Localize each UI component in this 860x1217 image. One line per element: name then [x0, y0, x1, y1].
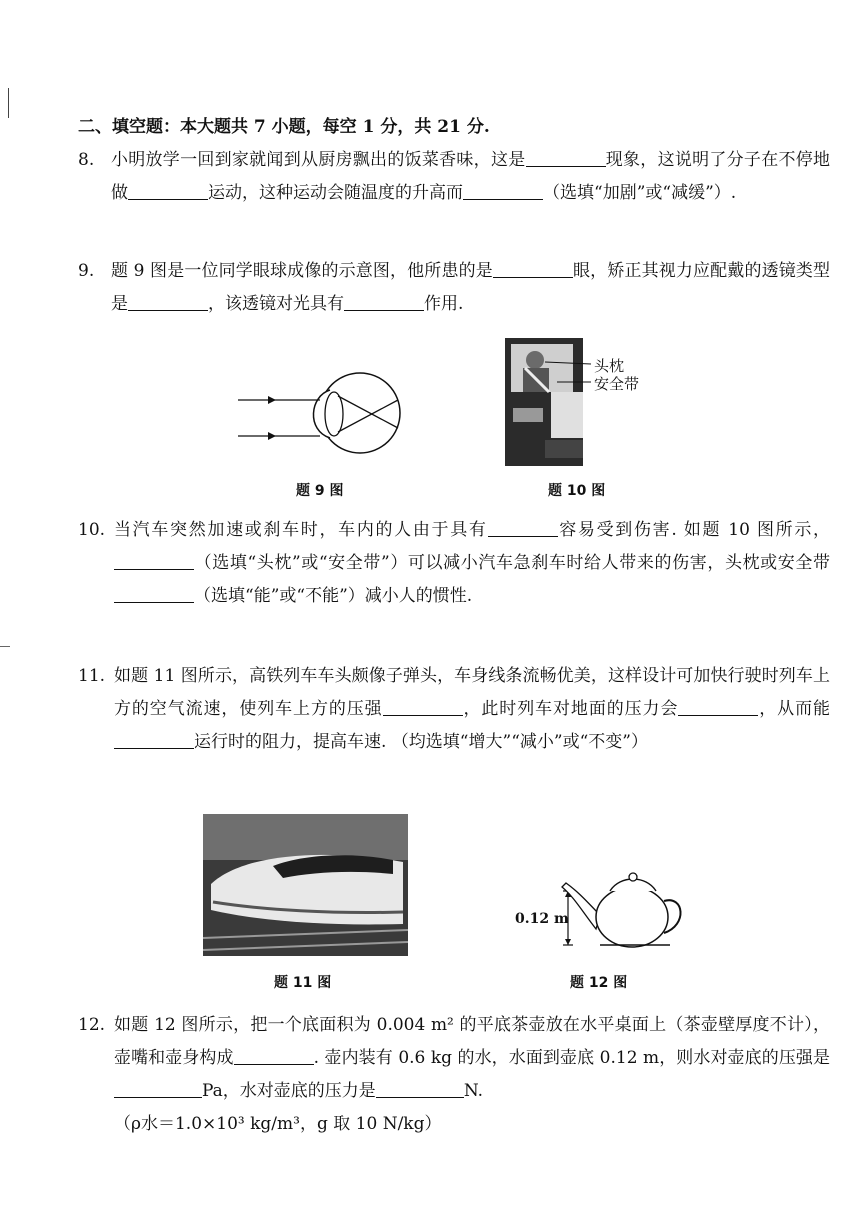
answer-blank[interactable]	[114, 584, 194, 603]
high-speed-train-photo	[203, 814, 408, 956]
question-text: （选填“加剧”或“减缓”）.	[543, 183, 737, 203]
question-text: 现象，这说明了分子在不停地做	[111, 150, 831, 203]
teapot-height-label: 0.12 m	[515, 911, 569, 927]
question-10	[78, 514, 830, 613]
eye-diagram	[238, 368, 408, 458]
question-9	[78, 255, 830, 321]
question-text: 当汽车突然加速或刹车时，车内的人由于具有	[114, 520, 488, 540]
question-8	[78, 144, 830, 210]
question-number: 9.	[78, 261, 95, 281]
section-title: 二、填空题：本大题共 7 小题，每空 1 分，共 21 分.	[78, 117, 490, 137]
question-number: 11.	[78, 666, 106, 686]
scan-edge-mark	[0, 646, 10, 647]
question-text: 如题 11 图所示，高铁列车车头颇像子弹头，车身线条流畅优美，这样设计可加快行驶时列车上方的空气流速，使列车上方的压强	[114, 666, 830, 719]
question-text: （ρ水＝1.0×10³ kg/m³，g 取 10 N/kg）	[114, 1114, 442, 1134]
question-text: （选填“能”或“不能”）减小人的惯性.	[194, 586, 473, 606]
question-text: 容易受到伤害. 如题 10 图所示，	[557, 520, 831, 540]
answer-blank[interactable]	[488, 518, 558, 537]
figure-9-caption: 题 9 图	[296, 483, 344, 499]
question-11	[78, 660, 830, 759]
question-text: 如题 12 图所示，把一个底面积为 0.004 m² 的平底茶壶放在水平桌面上（茶壶壁厚度不计），壶嘴和壶身构成	[114, 1015, 830, 1068]
question-text: 运动，这种运动会随温度的升高而	[208, 183, 463, 203]
answer-blank[interactable]	[114, 551, 194, 570]
figure-10-caption: 题 10 图	[548, 483, 606, 499]
question-text: ，该透镜对光具有	[208, 294, 344, 314]
answer-blank[interactable]	[463, 181, 543, 200]
question-text: Pa，水对壶底的压力是	[202, 1081, 376, 1101]
answer-blank[interactable]	[128, 181, 208, 200]
scan-edge-mark	[8, 88, 9, 118]
question-12	[78, 1009, 830, 1141]
question-text: 作用.	[424, 294, 464, 314]
answer-blank[interactable]	[526, 148, 606, 167]
question-text: （选填“头枕”或“安全带”）可以减小汽车急刹车时给人带来的伤害，头枕或安全带	[194, 553, 830, 573]
answer-blank[interactable]	[234, 1046, 314, 1065]
question-text: 运行时的阻力，提高车速. （均选填“增大”“减小”或“不变”）	[194, 732, 648, 752]
question-text: 眼，矫正其视力应配戴的透镜类型是	[111, 261, 831, 314]
answer-blank[interactable]	[128, 292, 208, 311]
label-seatbelt: 安全带	[594, 375, 640, 393]
figure-12-caption: 题 12 图	[570, 975, 628, 991]
question-text: ，从而能	[758, 699, 830, 719]
answer-blank[interactable]	[344, 292, 424, 311]
question-text: 题 9 图是一位同学眼球成像的示意图，他所患的是	[111, 261, 493, 281]
answer-blank[interactable]	[383, 697, 463, 716]
question-text: ，此时列车对地面的压力会	[462, 699, 679, 719]
question-text: . 壶内装有 0.6 kg 的水，水面到壶底 0.12 m，则水对壶底的压强是	[313, 1048, 830, 1068]
answer-blank[interactable]	[114, 1079, 202, 1098]
answer-blank[interactable]	[678, 697, 758, 716]
answer-blank[interactable]	[493, 259, 573, 278]
teapot-diagram	[560, 855, 690, 950]
question-number: 8.	[78, 150, 95, 170]
figure-11-caption: 题 11 图	[274, 975, 332, 991]
label-headrest: 头枕	[594, 357, 625, 375]
car-headrest-seatbelt-photo	[505, 338, 655, 466]
question-text: N.	[463, 1081, 484, 1101]
question-text: 小明放学一回到家就闻到从厨房飘出的饭菜香味，这是	[111, 150, 526, 170]
question-number: 10.	[78, 520, 106, 540]
answer-blank[interactable]	[114, 730, 194, 749]
question-number: 12.	[78, 1015, 106, 1035]
answer-blank[interactable]	[376, 1079, 464, 1098]
